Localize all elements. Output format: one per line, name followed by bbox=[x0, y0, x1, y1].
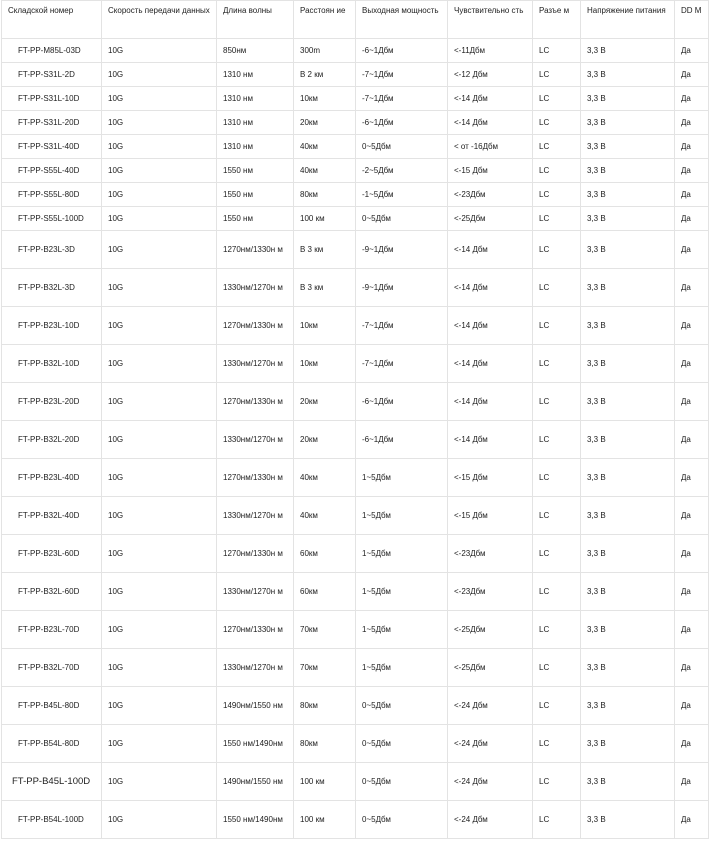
cell-supply-voltage: 3,3 В bbox=[581, 231, 675, 269]
cell-connector: LC bbox=[533, 801, 581, 839]
cell-output-power: 0~5Дбм bbox=[356, 801, 448, 839]
cell-distance: В 2 км bbox=[294, 63, 356, 87]
cell-distance: 60км bbox=[294, 535, 356, 573]
cell-data-rate: 10G bbox=[102, 183, 217, 207]
cell-sku: FT-PP-B32L-10D bbox=[2, 345, 102, 383]
header-sku: Складской номер bbox=[2, 1, 102, 39]
cell-distance: В 3 км bbox=[294, 269, 356, 307]
cell-output-power: 1~5Дбм bbox=[356, 535, 448, 573]
cell-sensitivity: <-15 Дбм bbox=[448, 159, 533, 183]
cell-supply-voltage: 3,3 В bbox=[581, 307, 675, 345]
cell-connector: LC bbox=[533, 383, 581, 421]
cell-supply-voltage: 3,3 В bbox=[581, 269, 675, 307]
cell-data-rate: 10G bbox=[102, 207, 217, 231]
cell-supply-voltage: 3,3 В bbox=[581, 39, 675, 63]
cell-supply-voltage: 3,3 В bbox=[581, 611, 675, 649]
cell-ddm: Да bbox=[675, 111, 709, 135]
cell-connector: LC bbox=[533, 459, 581, 497]
cell-sensitivity: <-23Дбм bbox=[448, 535, 533, 573]
cell-distance: 20км bbox=[294, 111, 356, 135]
cell-sensitivity: <-24 Дбм bbox=[448, 763, 533, 801]
table-row bbox=[2, 801, 709, 839]
cell-supply-voltage: 3,3 В bbox=[581, 649, 675, 687]
table-row bbox=[2, 725, 709, 763]
cell-sku: FT-PP-B23L-40D bbox=[2, 459, 102, 497]
cell-data-rate: 10G bbox=[102, 763, 217, 801]
cell-sku: FT-PP-M85L-03D bbox=[2, 39, 102, 63]
cell-distance: 10км bbox=[294, 307, 356, 345]
cell-ddm: Да bbox=[675, 763, 709, 801]
cell-output-power: 0~5Дбм bbox=[356, 763, 448, 801]
cell-ddm: Да bbox=[675, 345, 709, 383]
cell-sensitivity: <-15 Дбм bbox=[448, 459, 533, 497]
cell-distance: 100 км bbox=[294, 763, 356, 801]
table-row bbox=[2, 63, 709, 87]
cell-data-rate: 10G bbox=[102, 231, 217, 269]
cell-supply-voltage: 3,3 В bbox=[581, 535, 675, 573]
cell-ddm: Да bbox=[675, 159, 709, 183]
cell-wavelength: 1270нм/1330н м bbox=[217, 611, 294, 649]
table-row bbox=[2, 573, 709, 611]
cell-distance: 300m bbox=[294, 39, 356, 63]
header-data-rate: Скорость передачи данных bbox=[102, 1, 217, 39]
cell-ddm: Да bbox=[675, 307, 709, 345]
cell-sku: FT-PP-B45L-80D bbox=[2, 687, 102, 725]
cell-supply-voltage: 3,3 В bbox=[581, 111, 675, 135]
header-wavelength: Длина волны bbox=[217, 1, 294, 39]
cell-ddm: Да bbox=[675, 63, 709, 87]
cell-connector: LC bbox=[533, 497, 581, 535]
table-header-row bbox=[2, 1, 709, 39]
cell-output-power: -9~1Дбм bbox=[356, 269, 448, 307]
cell-connector: LC bbox=[533, 111, 581, 135]
cell-sku: FT-PP-B32L-60D bbox=[2, 573, 102, 611]
cell-wavelength: 1330нм/1270н м bbox=[217, 421, 294, 459]
cell-sku: FT-PP-S55L-40D bbox=[2, 159, 102, 183]
cell-connector: LC bbox=[533, 649, 581, 687]
cell-sensitivity: <-24 Дбм bbox=[448, 801, 533, 839]
cell-data-rate: 10G bbox=[102, 535, 217, 573]
table-row bbox=[2, 687, 709, 725]
cell-output-power: -7~1Дбм bbox=[356, 345, 448, 383]
cell-data-rate: 10G bbox=[102, 687, 217, 725]
cell-ddm: Да bbox=[675, 497, 709, 535]
cell-wavelength: 1330нм/1270н м bbox=[217, 573, 294, 611]
cell-ddm: Да bbox=[675, 207, 709, 231]
cell-data-rate: 10G bbox=[102, 87, 217, 111]
cell-sensitivity: <-14 Дбм bbox=[448, 231, 533, 269]
cell-ddm: Да bbox=[675, 725, 709, 763]
cell-ddm: Да bbox=[675, 383, 709, 421]
cell-sensitivity: <-23Дбм bbox=[448, 573, 533, 611]
cell-sensitivity: <-25Дбм bbox=[448, 649, 533, 687]
table-row bbox=[2, 307, 709, 345]
cell-connector: LC bbox=[533, 687, 581, 725]
cell-output-power: 0~5Дбм bbox=[356, 135, 448, 159]
cell-wavelength: 1270нм/1330н м bbox=[217, 383, 294, 421]
cell-supply-voltage: 3,3 В bbox=[581, 573, 675, 611]
cell-output-power: 1~5Дбм bbox=[356, 649, 448, 687]
cell-supply-voltage: 3,3 В bbox=[581, 459, 675, 497]
cell-ddm: Да bbox=[675, 231, 709, 269]
cell-output-power: -6~1Дбм bbox=[356, 111, 448, 135]
cell-output-power: 0~5Дбм bbox=[356, 725, 448, 763]
cell-connector: LC bbox=[533, 63, 581, 87]
cell-sku: FT-PP-B54L-80D bbox=[2, 725, 102, 763]
table-row bbox=[2, 231, 709, 269]
cell-supply-voltage: 3,3 В bbox=[581, 497, 675, 535]
table-row bbox=[2, 269, 709, 307]
cell-output-power: 1~5Дбм bbox=[356, 611, 448, 649]
cell-sku: FT-PP-S31L-40D bbox=[2, 135, 102, 159]
cell-connector: LC bbox=[533, 159, 581, 183]
cell-distance: 40км bbox=[294, 135, 356, 159]
cell-sensitivity: <-23Дбм bbox=[448, 183, 533, 207]
cell-connector: LC bbox=[533, 573, 581, 611]
cell-ddm: Да bbox=[675, 611, 709, 649]
cell-ddm: Да bbox=[675, 573, 709, 611]
cell-output-power: -6~1Дбм bbox=[356, 383, 448, 421]
cell-distance: 80км bbox=[294, 687, 356, 725]
cell-distance: 20км bbox=[294, 383, 356, 421]
cell-output-power: -6~1Дбм bbox=[356, 39, 448, 63]
cell-connector: LC bbox=[533, 535, 581, 573]
cell-distance: 70км bbox=[294, 649, 356, 687]
cell-data-rate: 10G bbox=[102, 421, 217, 459]
cell-distance: В 3 км bbox=[294, 231, 356, 269]
cell-sku: FT-PP-B32L-3D bbox=[2, 269, 102, 307]
table-row bbox=[2, 345, 709, 383]
cell-distance: 40км bbox=[294, 459, 356, 497]
cell-wavelength: 1550 нм/1490нм bbox=[217, 801, 294, 839]
cell-supply-voltage: 3,3 В bbox=[581, 183, 675, 207]
cell-sku: FT-PP-B23L-20D bbox=[2, 383, 102, 421]
cell-distance: 20км bbox=[294, 421, 356, 459]
cell-data-rate: 10G bbox=[102, 801, 217, 839]
table-row bbox=[2, 763, 709, 801]
cell-sku: FT-PP-B45L-100D bbox=[2, 763, 102, 801]
cell-output-power: 1~5Дбм bbox=[356, 573, 448, 611]
header-distance: Расстоян ие bbox=[294, 1, 356, 39]
cell-wavelength: 1330нм/1270н м bbox=[217, 497, 294, 535]
cell-output-power: 0~5Дбм bbox=[356, 687, 448, 725]
cell-ddm: Да bbox=[675, 687, 709, 725]
cell-distance: 80км bbox=[294, 725, 356, 763]
cell-sku: FT-PP-B23L-3D bbox=[2, 231, 102, 269]
cell-ddm: Да bbox=[675, 39, 709, 63]
cell-ddm: Да bbox=[675, 421, 709, 459]
header-ddm: DD M bbox=[675, 1, 709, 39]
cell-wavelength: 1310 нм bbox=[217, 63, 294, 87]
cell-wavelength: 1270нм/1330н м bbox=[217, 459, 294, 497]
cell-output-power: -7~1Дбм bbox=[356, 63, 448, 87]
cell-ddm: Да bbox=[675, 183, 709, 207]
cell-data-rate: 10G bbox=[102, 497, 217, 535]
cell-connector: LC bbox=[533, 39, 581, 63]
cell-supply-voltage: 3,3 В bbox=[581, 421, 675, 459]
cell-ddm: Да bbox=[675, 87, 709, 111]
cell-sensitivity: <-12 Дбм bbox=[448, 63, 533, 87]
cell-supply-voltage: 3,3 В bbox=[581, 63, 675, 87]
cell-distance: 10км bbox=[294, 87, 356, 111]
cell-supply-voltage: 3,3 В bbox=[581, 763, 675, 801]
table-row bbox=[2, 611, 709, 649]
cell-wavelength: 1330нм/1270н м bbox=[217, 649, 294, 687]
cell-ddm: Да bbox=[675, 801, 709, 839]
cell-distance: 60км bbox=[294, 573, 356, 611]
cell-output-power: -9~1Дбм bbox=[356, 231, 448, 269]
table-row bbox=[2, 135, 709, 159]
table-row bbox=[2, 383, 709, 421]
cell-connector: LC bbox=[533, 611, 581, 649]
cell-wavelength: 1310 нм bbox=[217, 87, 294, 111]
cell-data-rate: 10G bbox=[102, 63, 217, 87]
cell-ddm: Да bbox=[675, 269, 709, 307]
cell-wavelength: 1310 нм bbox=[217, 111, 294, 135]
cell-wavelength: 1330нм/1270н м bbox=[217, 269, 294, 307]
cell-sensitivity: <-15 Дбм bbox=[448, 497, 533, 535]
cell-distance: 10км bbox=[294, 345, 356, 383]
table-row bbox=[2, 159, 709, 183]
cell-data-rate: 10G bbox=[102, 159, 217, 183]
cell-wavelength: 1550 нм bbox=[217, 183, 294, 207]
cell-distance: 40км bbox=[294, 159, 356, 183]
header-output-power: Выходная мощность bbox=[356, 1, 448, 39]
cell-data-rate: 10G bbox=[102, 269, 217, 307]
cell-sensitivity: <-14 Дбм bbox=[448, 111, 533, 135]
cell-data-rate: 10G bbox=[102, 135, 217, 159]
cell-output-power: 1~5Дбм bbox=[356, 497, 448, 535]
cell-sensitivity: < от -16Дбм bbox=[448, 135, 533, 159]
cell-sensitivity: <-14 Дбм bbox=[448, 421, 533, 459]
cell-output-power: -7~1Дбм bbox=[356, 307, 448, 345]
cell-wavelength: 1490нм/1550 нм bbox=[217, 763, 294, 801]
cell-supply-voltage: 3,3 В bbox=[581, 801, 675, 839]
cell-connector: LC bbox=[533, 207, 581, 231]
cell-supply-voltage: 3,3 В bbox=[581, 383, 675, 421]
cell-sensitivity: <-14 Дбм bbox=[448, 87, 533, 111]
cell-connector: LC bbox=[533, 307, 581, 345]
cell-sku: FT-PP-B32L-70D bbox=[2, 649, 102, 687]
cell-data-rate: 10G bbox=[102, 345, 217, 383]
cell-supply-voltage: 3,3 В bbox=[581, 159, 675, 183]
cell-sku: FT-PP-S31L-2D bbox=[2, 63, 102, 87]
cell-sensitivity: <-25Дбм bbox=[448, 611, 533, 649]
table-row bbox=[2, 649, 709, 687]
cell-sensitivity: <-24 Дбм bbox=[448, 687, 533, 725]
cell-data-rate: 10G bbox=[102, 459, 217, 497]
product-spec-table bbox=[1, 0, 709, 839]
cell-connector: LC bbox=[533, 763, 581, 801]
cell-ddm: Да bbox=[675, 649, 709, 687]
cell-distance: 100 км bbox=[294, 207, 356, 231]
cell-sku: FT-PP-B32L-20D bbox=[2, 421, 102, 459]
table-row bbox=[2, 497, 709, 535]
cell-wavelength: 1550 нм bbox=[217, 159, 294, 183]
cell-wavelength: 1550 нм/1490нм bbox=[217, 725, 294, 763]
cell-distance: 80км bbox=[294, 183, 356, 207]
cell-wavelength: 1310 нм bbox=[217, 135, 294, 159]
cell-sensitivity: <-14 Дбм bbox=[448, 269, 533, 307]
cell-supply-voltage: 3,3 В bbox=[581, 207, 675, 231]
cell-connector: LC bbox=[533, 421, 581, 459]
cell-ddm: Да bbox=[675, 535, 709, 573]
cell-connector: LC bbox=[533, 135, 581, 159]
table-row bbox=[2, 535, 709, 573]
cell-output-power: 0~5Дбм bbox=[356, 207, 448, 231]
cell-data-rate: 10G bbox=[102, 307, 217, 345]
cell-connector: LC bbox=[533, 183, 581, 207]
cell-data-rate: 10G bbox=[102, 383, 217, 421]
cell-sku: FT-PP-B32L-40D bbox=[2, 497, 102, 535]
cell-connector: LC bbox=[533, 231, 581, 269]
cell-output-power: -2~5Дбм bbox=[356, 159, 448, 183]
cell-sensitivity: <-25Дбм bbox=[448, 207, 533, 231]
cell-output-power: -7~1Дбм bbox=[356, 87, 448, 111]
cell-wavelength: 1330нм/1270н м bbox=[217, 345, 294, 383]
header-sensitivity: Чувствительно сть bbox=[448, 1, 533, 39]
cell-data-rate: 10G bbox=[102, 725, 217, 763]
cell-sku: FT-PP-B23L-70D bbox=[2, 611, 102, 649]
cell-ddm: Да bbox=[675, 135, 709, 159]
cell-data-rate: 10G bbox=[102, 611, 217, 649]
table-row bbox=[2, 183, 709, 207]
cell-output-power: 1~5Дбм bbox=[356, 459, 448, 497]
cell-sku: FT-PP-S31L-20D bbox=[2, 111, 102, 135]
cell-connector: LC bbox=[533, 87, 581, 111]
cell-sku: FT-PP-S55L-80D bbox=[2, 183, 102, 207]
cell-wavelength: 1270нм/1330н м bbox=[217, 231, 294, 269]
table-row bbox=[2, 421, 709, 459]
cell-output-power: -1~5Дбм bbox=[356, 183, 448, 207]
cell-wavelength: 1270нм/1330н м bbox=[217, 307, 294, 345]
table-row bbox=[2, 207, 709, 231]
cell-supply-voltage: 3,3 В bbox=[581, 87, 675, 111]
cell-connector: LC bbox=[533, 725, 581, 763]
cell-sensitivity: <-14 Дбм bbox=[448, 383, 533, 421]
cell-supply-voltage: 3,3 В bbox=[581, 135, 675, 159]
cell-distance: 100 км bbox=[294, 801, 356, 839]
header-connector: Разъе м bbox=[533, 1, 581, 39]
table-row bbox=[2, 39, 709, 63]
table-row bbox=[2, 111, 709, 135]
cell-sensitivity: <-14 Дбм bbox=[448, 307, 533, 345]
cell-supply-voltage: 3,3 В bbox=[581, 687, 675, 725]
cell-sku: FT-PP-B54L-100D bbox=[2, 801, 102, 839]
cell-connector: LC bbox=[533, 269, 581, 307]
table-row bbox=[2, 87, 709, 111]
cell-sensitivity: <-14 Дбм bbox=[448, 345, 533, 383]
cell-wavelength: 850нм bbox=[217, 39, 294, 63]
cell-data-rate: 10G bbox=[102, 39, 217, 63]
cell-ddm: Да bbox=[675, 459, 709, 497]
header-supply-voltage: Напряжение питания bbox=[581, 1, 675, 39]
cell-data-rate: 10G bbox=[102, 649, 217, 687]
cell-sku: FT-PP-B23L-10D bbox=[2, 307, 102, 345]
cell-wavelength: 1270нм/1330н м bbox=[217, 535, 294, 573]
cell-sku: FT-PP-S55L-100D bbox=[2, 207, 102, 231]
cell-sensitivity: <-24 Дбм bbox=[448, 725, 533, 763]
cell-output-power: -6~1Дбм bbox=[356, 421, 448, 459]
cell-supply-voltage: 3,3 В bbox=[581, 345, 675, 383]
cell-connector: LC bbox=[533, 345, 581, 383]
table-row bbox=[2, 459, 709, 497]
cell-sku: FT-PP-B23L-60D bbox=[2, 535, 102, 573]
cell-data-rate: 10G bbox=[102, 573, 217, 611]
cell-wavelength: 1490нм/1550 нм bbox=[217, 687, 294, 725]
cell-data-rate: 10G bbox=[102, 111, 217, 135]
cell-sensitivity: <-11Дбм bbox=[448, 39, 533, 63]
cell-supply-voltage: 3,3 В bbox=[581, 725, 675, 763]
cell-wavelength: 1550 нм bbox=[217, 207, 294, 231]
cell-distance: 70км bbox=[294, 611, 356, 649]
cell-distance: 40км bbox=[294, 497, 356, 535]
cell-sku: FT-PP-S31L-10D bbox=[2, 87, 102, 111]
